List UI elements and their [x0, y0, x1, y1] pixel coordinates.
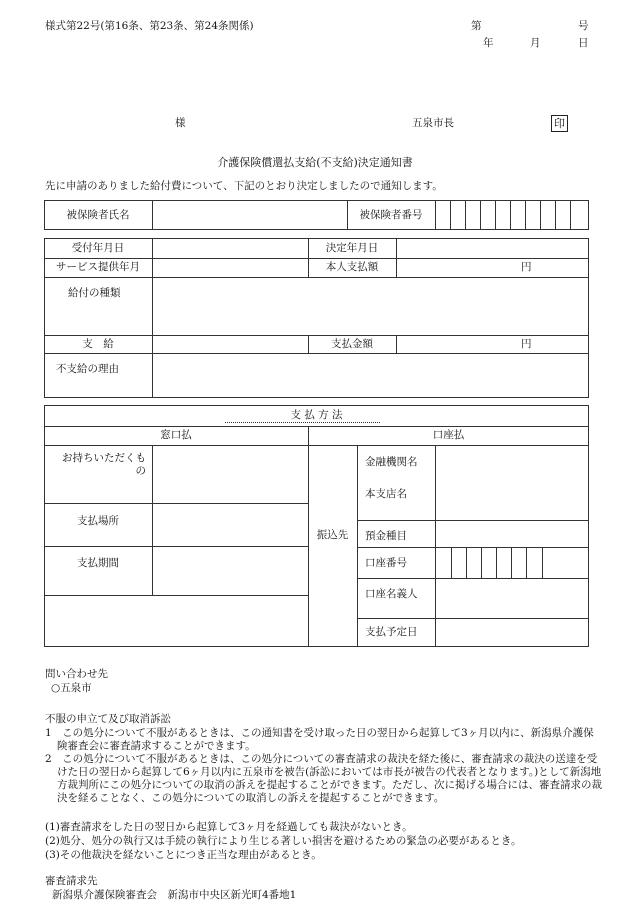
payment-label: 支 給 — [82, 338, 114, 350]
appeal-item-1: 1 この処分について不服があるときは、この通知書を受け取った日の翌日から起算して3ヶ月以内に、新潟県介護保険審査会に審査請求することができます。 — [45, 727, 594, 752]
refusal-reason-label: 不支給の理由 — [56, 363, 119, 375]
form-number: 様式第22号(第16条、第23条、第24条関係) — [45, 20, 254, 32]
account-number-label: 口座番号 — [365, 557, 407, 569]
insured-name-field[interactable] — [152, 200, 347, 230]
service-month-label: サービス提供年月 — [56, 261, 140, 273]
appeal-item-2: 2 この処分について不服があるときは、この処分についての審査請求の裁決を経た後に、審査請求の裁決の送達を受けた日の翌日から起算して6ヶ月以内に五泉市を被告(訴訟においては市長が被告の代表者となります。)として新潟地方裁判所にこの処分についての取消の訴えを提起することができます。ただし、次に掲げる場合には、審査請求の裁決を経ることなく、この処分についての取消しの訴えを提起することができます。 — [45, 753, 602, 804]
day-label: 日 — [578, 37, 589, 49]
intro-text: 先に申請のありました給付費について、下記のとおり決定しましたので通知します。 — [45, 180, 443, 192]
self-pay-label: 本人支払額 — [325, 261, 379, 273]
deposit-type-label: 預金種目 — [365, 530, 407, 542]
branch-name-label: 本支店名 — [365, 488, 407, 500]
payment-method-title: 支 払 方 法 — [290, 409, 343, 421]
insured-name-label: 被保険者氏名 — [66, 209, 130, 221]
payment-amount-yen: 円 — [521, 338, 532, 350]
transfer-label: 振込先 — [316, 529, 349, 541]
account-payment-label: 口座払 — [432, 429, 465, 441]
scheduled-date-label: 支払予定日 — [365, 626, 418, 638]
document-title: 介護保険償還払支給(不支給)決定通知書 — [217, 156, 413, 169]
inquiry-value: ○五泉市 — [51, 682, 92, 694]
appeal-sub-1: (1)審査請求をした日の翌日から起算して3ヶ月を経過しても裁決がないとき。 — [45, 821, 413, 833]
self-pay-yen: 円 — [521, 261, 532, 273]
inquiry-label: 問い合わせ先 — [45, 668, 108, 680]
pay-period-label: 支払期間 — [77, 557, 119, 569]
account-holder-label: 口座名義人 — [365, 588, 418, 600]
seal-stamp: 印 — [551, 115, 568, 132]
review-body-label: 審査請求先 — [45, 875, 98, 887]
window-payment-label: 窓口払 — [160, 429, 192, 441]
pay-place-label: 支払場所 — [77, 515, 119, 527]
sama-label: 様 — [175, 117, 186, 129]
appeal-sub-3: (3)その他裁決を経ないことにつき正当な理由があるとき。 — [45, 849, 322, 861]
decision-date-label: 決定年月日 — [325, 242, 379, 254]
go-label: 号 — [578, 20, 589, 32]
appeal-sub-2: (2)処分、処分の執行又は手続の執行により生じる著しい損害を避けるための緊急の必要があるとき。 — [45, 835, 522, 847]
insured-number-label: 被保険者番号 — [359, 209, 423, 221]
received-date-label: 受付年月日 — [71, 242, 125, 254]
year-label: 年 — [483, 37, 494, 49]
month-label: 月 — [530, 37, 541, 49]
appeal-title: 不服の申立て及び取消訴訟 — [45, 713, 171, 725]
dai-label: 第 — [471, 20, 482, 32]
bank-name-label: 金融機関名 — [365, 456, 418, 468]
issuer-name: 五泉市長 — [412, 117, 454, 129]
benefit-type-label: 給付の種類 — [68, 287, 121, 299]
bring-items-label: お持ちいただくもの — [62, 452, 146, 477]
payment-amount-label: 支払金額 — [331, 338, 373, 350]
review-body-value: 新潟県介護保険審査会 新潟市中央区新光町4番地1 — [52, 889, 297, 901]
